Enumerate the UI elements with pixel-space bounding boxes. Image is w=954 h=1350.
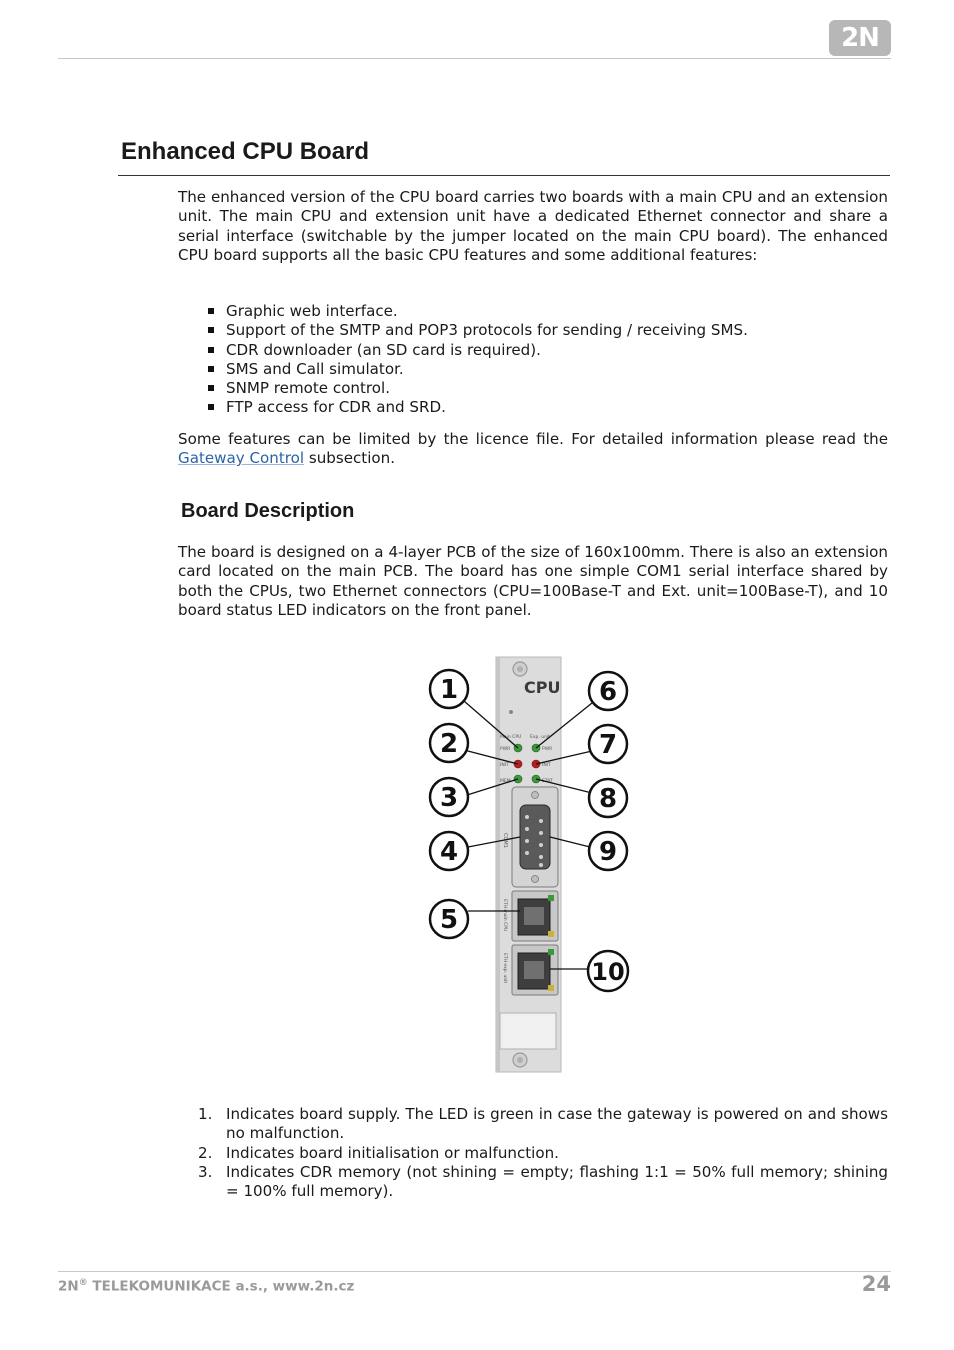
led-label: PWR	[542, 747, 553, 752]
list-item	[178, 398, 888, 417]
page-title: Enhanced CPU Board	[121, 138, 370, 165]
led-label: STAT	[542, 779, 553, 784]
feature-list	[178, 302, 888, 418]
led-label: INIT	[542, 763, 551, 768]
list-item	[178, 1163, 888, 1202]
list-item	[178, 1144, 888, 1163]
callout-label: 10	[591, 958, 625, 986]
section-title: Board Description	[181, 500, 355, 522]
column-label-main: Main CPU	[500, 735, 522, 740]
footer-company-text: TELEKOMUNIKACE a.s., www.2n.cz	[87, 1278, 355, 1295]
gateway-control-link[interactable]: Gateway Control	[178, 449, 305, 468]
callout-label: 2	[439, 729, 459, 759]
feature-text: Graphic web interface.	[226, 302, 398, 320]
item-number: 1.	[198, 1105, 213, 1123]
logo-text: 2N	[841, 23, 879, 53]
panel-handle	[500, 1013, 556, 1049]
footer-company	[58, 1278, 354, 1295]
registered-mark: ®	[78, 1278, 88, 1288]
list-item	[178, 302, 888, 321]
bullet-icon	[208, 308, 214, 314]
item-text: Indicates board supply. The LED is green in case the gateway is powered on and shows no malfunction.	[226, 1105, 888, 1143]
bullet-icon	[208, 327, 214, 333]
feature-text: Support of the SMTP and POP3 protocols for sending / receiving SMS.	[226, 321, 748, 340]
callout-label: 3	[439, 783, 459, 813]
list-item	[178, 321, 888, 340]
callout-label: 9	[598, 837, 618, 867]
com1-port	[520, 805, 550, 869]
list-item	[178, 360, 888, 379]
list-item	[178, 379, 888, 398]
2n-logo	[829, 20, 891, 56]
item-number: 2.	[198, 1143, 213, 1162]
column-label-exp: Exp. unit	[530, 735, 550, 740]
header-rule	[58, 58, 891, 59]
port-label: COM1	[502, 833, 508, 848]
callout-label: 6	[598, 677, 618, 707]
callout-label: 7	[598, 730, 618, 760]
footer-rule	[58, 1271, 891, 1272]
page-number: 24	[861, 1272, 891, 1296]
feature-text: SMS and Call simulator.	[226, 359, 404, 378]
panel-label: CPU	[524, 678, 561, 697]
led-label: PWR	[500, 747, 511, 752]
footer-company-name: 2N	[58, 1278, 79, 1295]
bullet-icon	[208, 366, 214, 372]
led-label: MEM	[500, 779, 511, 784]
bullet-icon	[208, 404, 214, 410]
bullet-icon	[208, 347, 214, 353]
board-paragraph: The board is designed on a 4-layer PCB of the size of 160x100mm. There is also an extension card located on the main PCB. The board has one simple COM1 serial interface shared by both the CPUs, two Ethernet connectors (CPU=100Base-T and Ext. unit=100Base-T), and 10 board status LED indicators on the front panel.	[178, 543, 888, 619]
callout-label: 1	[439, 675, 459, 705]
panel-edge	[496, 657, 500, 1072]
led-description-list	[178, 1105, 888, 1201]
list-item	[178, 341, 888, 360]
licence-note-tail: subsection.	[304, 449, 396, 468]
title-rule	[118, 175, 890, 176]
list-item	[178, 1105, 888, 1144]
licence-note-text: Some features can be limited by the licence file. For detailed information please read the	[178, 430, 888, 448]
port-label: ETH main CPU	[502, 899, 507, 932]
port-label: ETH exp. unit	[502, 953, 507, 984]
feature-text: SNMP remote control.	[226, 379, 391, 398]
led-label: INIT	[500, 763, 509, 768]
bullet-icon	[208, 385, 214, 391]
licence-note	[178, 430, 888, 469]
callout-label: 5	[439, 905, 459, 935]
feature-text: CDR downloader (an SD card is required).	[226, 340, 541, 359]
callout-label: 4	[439, 837, 459, 867]
callout-label: 8	[598, 784, 618, 814]
intro-paragraph: The enhanced version of the CPU board carries two boards with a main CPU and an extension unit. The main CPU and extension unit have a dedicated Ethernet connector and share a serial interface (switchable by the jumper located on the main CPU board). The enhanced CPU board supports all the basic CPU features and some additional features:	[178, 188, 888, 264]
item-text: Indicates board initialisation or malfunction.	[226, 1143, 559, 1162]
item-number: 3.	[198, 1162, 213, 1181]
item-text: Indicates CDR memory (not shining = empty; flashing 1:1 = 50% full memory; shining = 100% full memory).	[226, 1162, 888, 1201]
cpu-board-figure	[420, 655, 640, 1075]
feature-text: FTP access for CDR and SRD.	[226, 398, 446, 417]
